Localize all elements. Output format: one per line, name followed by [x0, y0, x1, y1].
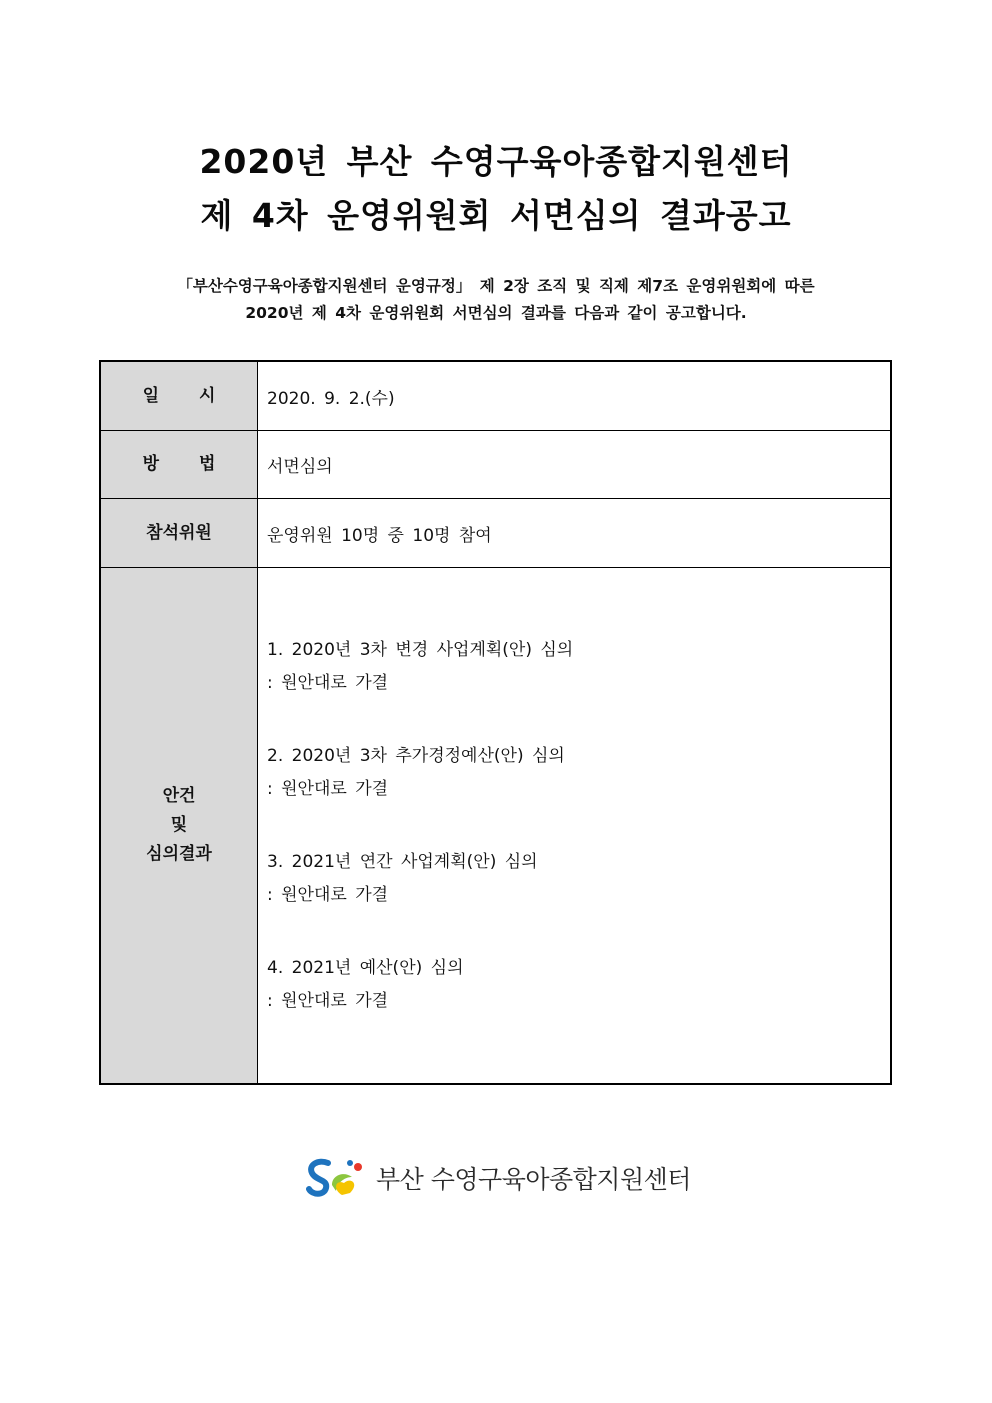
agenda-value: [258, 568, 892, 1085]
agenda-item-result: : 원안대로 가결: [267, 672, 389, 693]
agenda-item: [267, 740, 890, 806]
agenda-label-line-3: 심의결과: [146, 844, 212, 864]
agenda-label-line-1: 안건: [162, 786, 196, 806]
date-label-char-1: 일: [142, 385, 159, 406]
date-label-char-2: 시: [199, 385, 216, 406]
agenda-item-title: 1. 2020년 3차 변경 사업계획(안) 심의: [267, 639, 574, 660]
agenda-item: [267, 952, 890, 1018]
footer: [306, 1155, 691, 1201]
attendees-label: 참석위원: [100, 499, 258, 568]
intro-line-1: 「부산수영구육아종합지원센터 운영규정」 제 2장 조직 및 직제 제7조 운영위원회에 따른: [177, 277, 815, 295]
agenda-label: [100, 568, 258, 1085]
date-value: 2020. 9. 2.(수): [258, 361, 892, 431]
agenda-item-result: : 원안대로 가결: [267, 990, 389, 1011]
method-label-char-1: 방: [142, 454, 159, 474]
result-table: [99, 360, 892, 1085]
footer-org-name: 부산 수영구육아종합지원센터: [376, 1165, 691, 1194]
table-row-date: [100, 361, 891, 431]
agenda-item-result: : 원안대로 가결: [267, 778, 389, 799]
attendees-value: 운영위원 10명 중 10명 참여: [258, 499, 892, 568]
table-row-agenda: [100, 568, 891, 1085]
agenda-item-result: : 원안대로 가결: [267, 884, 389, 905]
table-row-attendees: [100, 499, 891, 568]
agenda-label-line-2: 및: [170, 815, 188, 835]
agenda-item: [267, 846, 890, 912]
agenda-item-title: 2. 2020년 3차 추가경정예산(안) 심의: [267, 745, 565, 766]
agenda-list: [267, 584, 890, 1068]
agenda-item: [267, 634, 890, 700]
table-row-method: [100, 431, 891, 499]
method-value: 서면심의: [258, 431, 892, 499]
center-logo-icon: [306, 1155, 368, 1201]
agenda-item-title: 3. 2021년 연간 사업계획(안) 심의: [267, 851, 538, 872]
method-label-char-2: 법: [199, 454, 216, 474]
agenda-item-title: 4. 2021년 예산(안) 심의: [267, 957, 464, 978]
title-line-1: 2020년 부산 수영구육아종합지원센터: [199, 142, 793, 181]
date-label: [100, 361, 258, 431]
intro-line-2: 2020년 제 4차 운영위원회 서면심의 결과를 다음과 같이 공고합니다.: [245, 304, 747, 322]
method-label: [100, 431, 258, 499]
title-line-2: 제 4차 운영위원회 서면심의 결과공고: [200, 196, 792, 235]
